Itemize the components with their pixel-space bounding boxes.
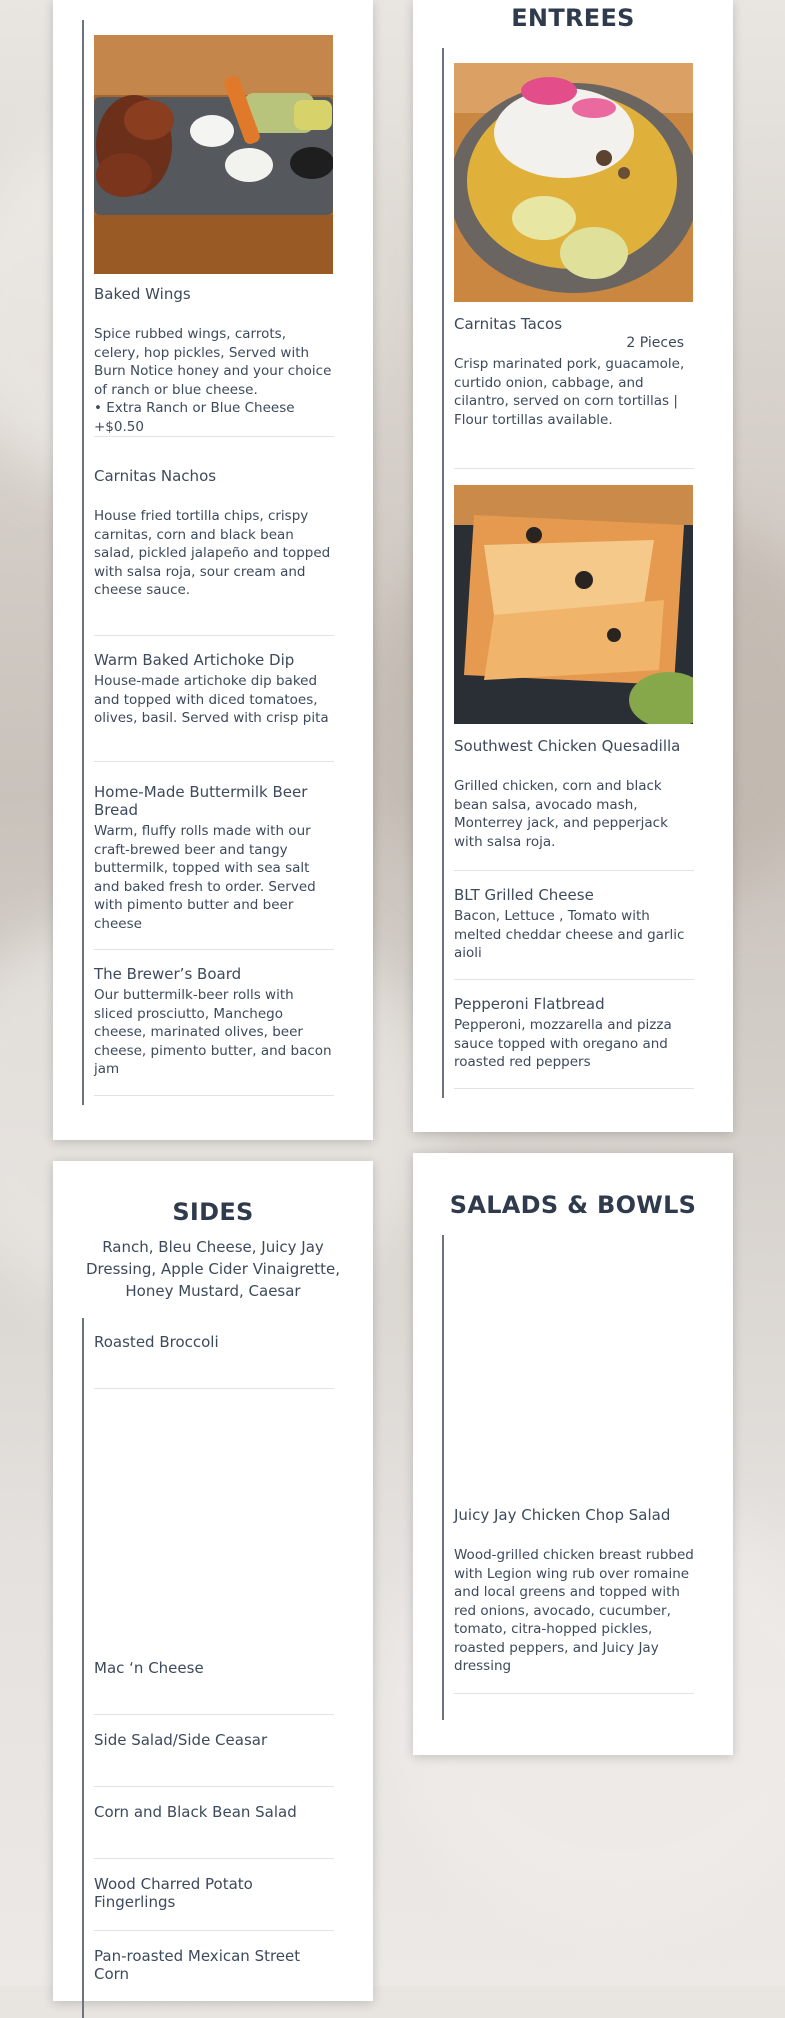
menu-item bbox=[94, 783, 334, 950]
item-description: Our buttermilk-beer rolls with sliced prosciutto, Manchego cheese, marinated olives, beer cheese, pimento butter, and bacon jam bbox=[94, 987, 332, 1077]
quesadilla-photo bbox=[454, 485, 693, 724]
menu-item bbox=[94, 285, 334, 437]
item-extra: • Extra Ranch or Blue Cheese +$0.50 bbox=[94, 400, 295, 435]
item-name: BLT Grilled Cheese bbox=[454, 886, 594, 904]
starters-card bbox=[53, 0, 373, 1140]
menu-item bbox=[94, 1803, 334, 1859]
menu-item bbox=[94, 1947, 334, 2007]
menu-item bbox=[94, 1875, 334, 1931]
item-description: Bacon, Lettuce , Tomato with melted cheddar cheese and garlic aioli bbox=[454, 908, 685, 961]
section-title: SALADS & BOWLS bbox=[449, 1191, 697, 1219]
item-name: Home-Made Buttermilk Beer Bread bbox=[94, 783, 308, 819]
baked-wings-photo bbox=[94, 35, 333, 274]
item-quantity: 2 Pieces bbox=[626, 335, 684, 351]
item-name: Carnitas Nachos bbox=[94, 467, 217, 485]
item-name: Carnitas Tacos bbox=[454, 315, 563, 333]
item-name: Pepperoni Flatbread bbox=[454, 995, 605, 1013]
item-description: Crisp marinated pork, guacamole, curtido onion, cabbage, and cilantro, served on corn tortillas | Flour tortillas available. bbox=[454, 356, 685, 428]
item-description: Pepperoni, mozzarella and pizza sauce topped with oregano and roasted red peppers bbox=[454, 1017, 672, 1070]
menu-item bbox=[94, 467, 334, 636]
section-title: SIDES bbox=[172, 1198, 254, 1226]
menu-item bbox=[94, 1333, 334, 1389]
entrees-card bbox=[413, 0, 733, 1132]
salads-list bbox=[442, 1235, 694, 1720]
salads-card bbox=[413, 1153, 733, 1755]
item-name: Baked Wings bbox=[94, 285, 191, 303]
menu-item bbox=[94, 965, 334, 1096]
item-name: Wood Charred Potato Fingerlings bbox=[94, 1875, 253, 1911]
item-name: Corn and Black Bean Salad bbox=[94, 1803, 297, 1821]
menu-item bbox=[94, 1659, 334, 1715]
item-name: Southwest Chicken Quesadilla bbox=[454, 737, 681, 755]
item-name: Pan-roasted Mexican Street Corn bbox=[94, 1947, 301, 1983]
section-title: ENTREES bbox=[511, 4, 635, 32]
item-description: Warm, fluffy rolls made with our craft-brewed beer and tangy buttermilk, topped with sea salt and baked fresh to order. Served with pimento butter and beer cheese bbox=[94, 823, 316, 932]
carnitas-tacos-photo bbox=[454, 63, 693, 302]
item-name: The Brewer’s Board bbox=[94, 965, 242, 983]
sides-card bbox=[53, 1161, 373, 2001]
menu-item bbox=[94, 1731, 334, 1787]
item-name: Side Salad/Side Ceasar bbox=[94, 1731, 268, 1749]
section-subtitle: Ranch, Bleu Cheese, Juicy Jay Dressing, Apple Cider Vinaigrette, Honey Mustard, Caesar bbox=[85, 1238, 341, 1300]
item-name: Warm Baked Artichoke Dip bbox=[94, 651, 295, 669]
item-name: Roasted Broccoli bbox=[94, 1333, 219, 1351]
menu-item bbox=[454, 886, 694, 980]
item-name: Mac ‘n Cheese bbox=[94, 1659, 204, 1677]
menu-item bbox=[94, 651, 334, 762]
item-description: Spice rubbed wings, carrots, celery, hop pickles, Served with Burn Notice honey and your choice of ranch or blue cheese. bbox=[94, 326, 332, 398]
menu-item bbox=[454, 995, 694, 1089]
item-name: Juicy Jay Chicken Chop Salad bbox=[454, 1506, 671, 1524]
menu-item bbox=[454, 1506, 694, 1694]
starters-list bbox=[82, 20, 332, 1105]
sides-list bbox=[82, 1318, 301, 2018]
item-description: Grilled chicken, corn and black bean salsa, avocado mash, Monterrey jack, and pepperjack with salsa roja. bbox=[454, 778, 668, 850]
item-description: House fried tortilla chips, crispy carnitas, corn and black bean salad, pickled jalapeño and topped with salsa roja, sour cream and cheese sauce. bbox=[94, 508, 331, 598]
item-description: House-made artichoke dip baked and topped with diced tomatoes, olives, basil. Served with crisp pita bbox=[94, 673, 329, 726]
menu-item bbox=[454, 315, 694, 469]
entrees-list bbox=[442, 48, 685, 1098]
menu-item bbox=[454, 737, 694, 871]
item-description: Wood-grilled chicken breast rubbed with Legion wing rub over romaine and local greens and topped with red onions, avocado, cucumber, tomato, citra-hopped pickles, roasted peppers, and Juicy Jay dressing bbox=[454, 1547, 694, 1674]
